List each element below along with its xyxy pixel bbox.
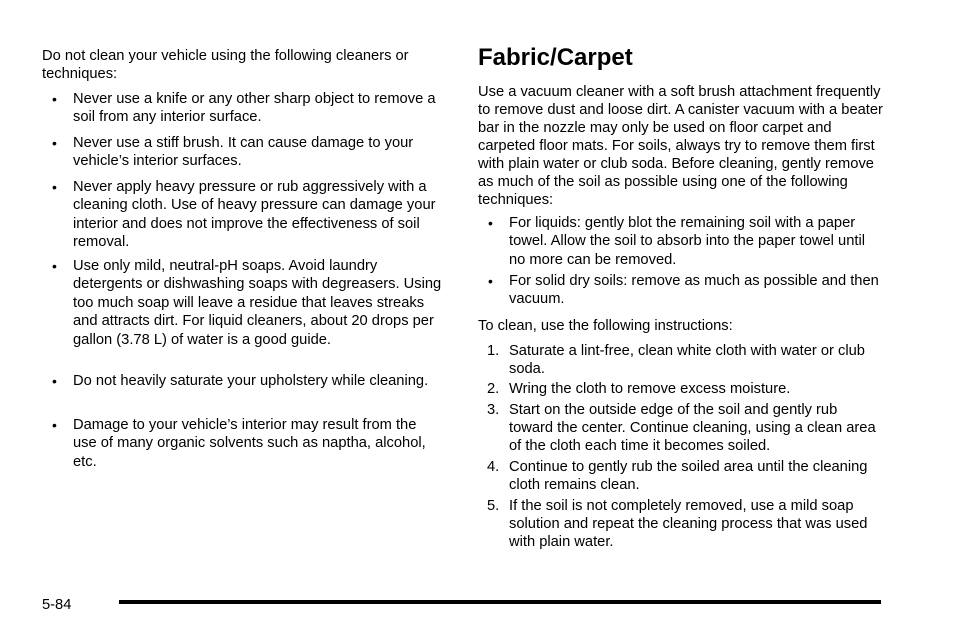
list-item	[478, 458, 884, 494]
list-item	[478, 342, 884, 378]
bullet-text: For liquids: gently blot the remaining soil with a paper towel. Allow the soil to absorb into the paper towel until no more can be removed.	[509, 215, 865, 268]
section-heading: Fabric/Carpet	[478, 44, 633, 71]
bullet-text: Never use a knife or any other sharp object to remove a soil from any interior surface.	[73, 91, 436, 126]
step-number: 3.	[487, 402, 500, 418]
list-item	[42, 134, 442, 171]
bullet-text: Do not heavily saturate your upholstery while cleaning.	[73, 373, 429, 389]
bullet-icon: •	[52, 91, 57, 107]
step-text: Start on the outside edge of the soil and gently rub toward the center. Continue cleaning, using a clean area of the cloth each time it becomes soiled.	[509, 402, 876, 454]
list-item	[42, 257, 442, 349]
instructions-intro: To clean, use the following instructions:	[478, 318, 733, 334]
list-item	[478, 401, 884, 455]
bullet-icon: •	[488, 273, 493, 289]
list-item	[478, 380, 884, 398]
bullet-text: Use only mild, neutral-pH soaps. Avoid laundry detergents or dishwashing soaps with degreasers. Using too much soap will leave a residue that leaves streaks and attracts dirt. For liquid cleaners, about 20 drops per gallon (3.78 L) of water is a good guide.	[73, 258, 442, 348]
bullet-icon: •	[52, 135, 57, 151]
list-item	[478, 214, 884, 269]
bullet-text: Never apply heavy pressure or rub aggressively with a cleaning cloth. Use of heavy pressure can damage your interior and does not improve the effectiveness of soil removal.	[73, 179, 436, 251]
bullet-text: For solid dry soils: remove as much as possible and then vacuum.	[509, 273, 879, 308]
list-item	[42, 178, 442, 252]
left-intro: Do not clean your vehicle using the following cleaners or techniques:	[42, 48, 409, 82]
step-number: 5.	[487, 498, 500, 514]
step-number: 2.	[487, 381, 500, 397]
bullet-icon: •	[488, 215, 493, 231]
list-item	[42, 90, 442, 127]
step-text: If the soil is not completely removed, use a mild soap solution and repeat the cleaning process that was used with plain water.	[509, 498, 868, 550]
bullet-icon: •	[52, 417, 57, 433]
bullet-icon: •	[52, 258, 57, 274]
list-item	[478, 272, 884, 309]
bullet-text: Never use a stiff brush. It can cause damage to your vehicle’s interior surfaces.	[73, 135, 414, 170]
list-item	[42, 416, 442, 471]
step-text: Saturate a lint-free, clean white cloth with water or club soda.	[509, 343, 865, 377]
bullet-icon: •	[52, 179, 57, 195]
list-item	[42, 372, 442, 390]
bullet-icon: •	[52, 373, 57, 389]
list-item	[478, 497, 884, 551]
page-number: 5-84	[42, 597, 72, 613]
right-intro: Use a vacuum cleaner with a soft brush attachment frequently to remove dust and loose dirt. A canister vacuum with a beater bar in the nozzle may only be used on floor carpet and carpeted floor mats. For soils, always try to remove them first with plain water or club soda. Before cleaning, gently remove as much of the soil as possible using one of the following techniques:	[478, 84, 883, 208]
step-number: 1.	[487, 343, 500, 359]
step-text: Continue to gently rub the soiled area until the cleaning cloth remains clean.	[509, 459, 868, 493]
footer-divider	[119, 600, 881, 604]
bullet-text: Damage to your vehicle’s interior may result from the use of many organic solvents such as naptha, alcohol, etc.	[73, 417, 426, 470]
step-text: Wring the cloth to remove excess moisture.	[509, 381, 791, 397]
step-number: 4.	[487, 459, 500, 475]
